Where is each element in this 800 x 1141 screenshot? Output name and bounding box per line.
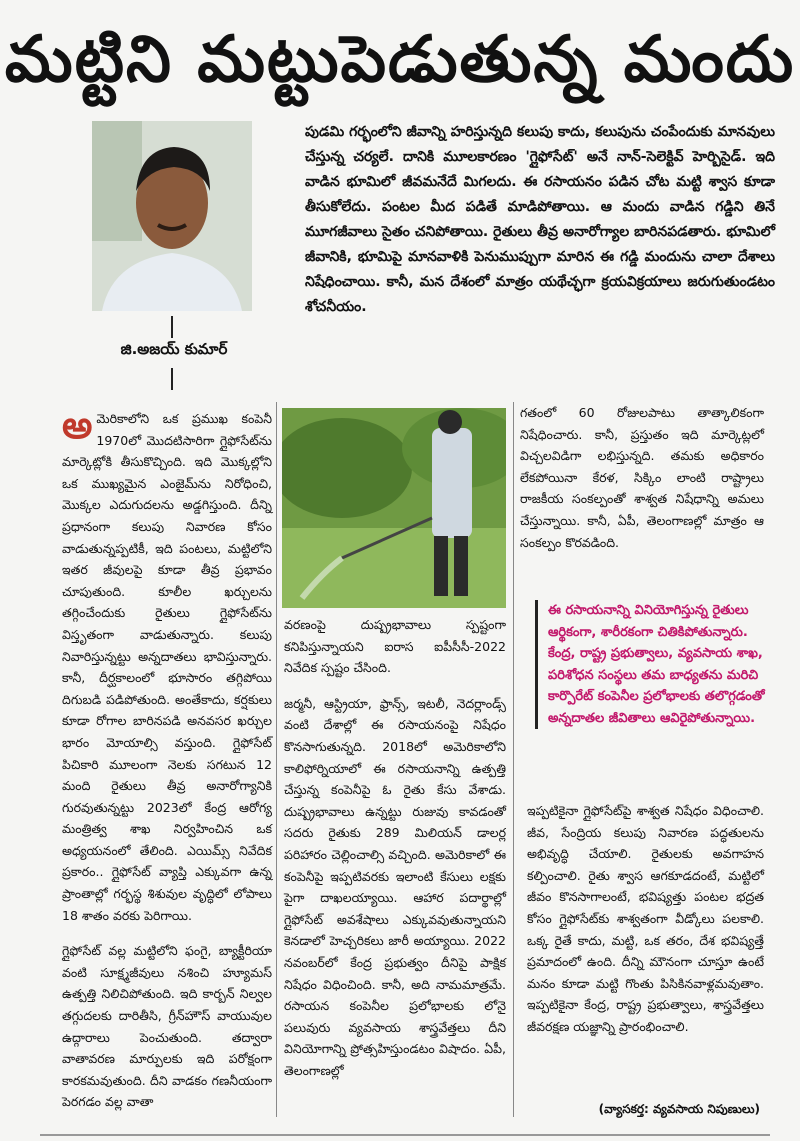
column-4-paragraph-1: ఇప్పటికైనా గ్లైఫోసేట్‌పై శాశ్వత నిషేధం విధించాలి. జీవ, సేంద్రియ కలుపు నివారణ పద్ధతులను అభివృద్ధి చేయాలి. రైతులకు అవగాహన కల్పించాలి. రైతు శ్వాస ఆగకూడదంటే, మట్టిలో జీవం కొనసాగాలంటే, భవిష్యత్తు పంటల భద్రత కోసం గ్లైఫోసేట్‌కు శాశ్వతంగా వీడ్కోలు పలకాలి. ఒక్క రైతే కాదు, మట్టి, ఒక తరం, దేశ భవిష్యత్తే ప్రమాదంలో ఉంది. దీన్ని మౌనంగా చూస్తూ ఉంటే మనం కూడా మట్టి గొంతు పిసికినవాళ్లమవుతాం. ఇప్పటికైనా కేంద్ర, రాష్ట్ర ప్రభుత్వాలు, శాస్త్రవేత్తలు జీవరక్షణ యజ్ఞాన్ని ప్రారంభించాలి. — [527, 803, 764, 1034]
column-divider — [276, 402, 277, 1117]
column-2-paragraph-1: వరణంపై దుష్ప్రభావాలు స్పష్టంగా కనిపిస్తున్నాయని ఐరాస ఐపీసీసీ-2022 నివేదిక స్పష్టం చేసింది. — [284, 617, 506, 676]
article-column-4 — [527, 800, 764, 1052]
column-divider — [513, 402, 514, 1117]
farmer-spraying-photo — [282, 408, 506, 608]
column-3-paragraph-1: గతంలో 60 రోజులపాటు తాత్కాలికంగా నిషేధించారు. కానీ, ప్రస్తుతం ఇది మార్కెట్లలో విచ్చలవిడిగా లభిస్తున్నది. తమకు అధికారం లేకపోయినా కేరళ, సిక్కిం లాంటి రాష్ట్రాలు రాజకీయ సంకల్పంతో శాశ్వత నిషేధాన్ని అమలు చేస్తున్నాయి. కానీ, ఏపీ, తెలంగాణల్లో మాత్రం ఆ సంకల్పం కొరవడింది. — [520, 405, 764, 550]
intro-text: పుడమి గర్భంలోని జీవాన్ని హరిస్తున్నది కలుపు కాదు, కలుపును చంపేందుకు మానవులు చేస్తున్న చర్యలే. దానికి మూలకారణం 'గ్లైఫోసేట్' అనే నాన్-సెలెక్టివ్ హెర్బిసైడ్. ఇది వాడిన భూమిలో జీవమనేదే మిగలదు. ఈ రసాయనం పడిన చోట మట్టి శ్వాస కూడా తీసుకోలేదు. పంటల మీద పడితే మాడిపోతాయి. ఆ మందు వాడిన గడ్డిని తినే మూగజీవాలు సైతం చనిపోతాయి. రైతులు తీవ్ర అనారోగ్యాల బారినపడతారు. భూమిలో జీవానికి, భూమిపై మానవాళికి పెనుముప్పుగా మారిన ఈ గడ్డి మందును చాలా దేశాలు నిషేధించాయి. కానీ, మన దేశంలో మాత్రం యథేచ్ఛగా క్రయవిక్రయాలు జరుగుతుండటం శోచనీయం. — [305, 124, 775, 315]
byline-rule — [171, 368, 173, 390]
pull-quote: ఈ రసాయనాన్ని వినియోగిస్తున్న రైతులు ఆర్థికంగా, శారీరకంగా చితికిపోతున్నారు. కేంద్ర, రాష్ట్ర ప్రభుత్వాలు, వ్యవసాయ శాఖ, పరిశోధన సంస్థలు తమ బాధ్యతను మరిచి కార్పొరేట్ కంపెనీల ప్రలోభాలకు తలొగ్గడంతో అన్నదాతల జీవితాలు ఆవిరైపోతున్నాయి. — [535, 600, 776, 729]
author-photo — [92, 121, 252, 311]
article-column-1 — [62, 403, 272, 1127]
headline: మట్టిని మట్టుపెడుతున్న మందు — [4, 23, 796, 97]
column-1-paragraph-2: గ్లైఫోసేట్ వల్ల మట్టిలోని ఫంగై, బ్యాక్టీరియా వంటి సూక్ష్మజీవులు నశించి హ్యూమస్ ఉత్పత్తి నిలిచిపోతుంది. ఇది కార్బన్ నిల్వల తగ్గుదలకు దారితీసి, గ్రీన్‌హౌస్ వాయువుల ఉద్గారాలు పెంచుతుంది. తద్వారా వాతావరణ మార్పులకు ఇది పరోక్షంగా కారకమవుతుంది. దీని వాడకం గణనీయంగా పెరగడం వల్ల వాతా — [62, 943, 272, 1110]
article-column-2 — [284, 614, 506, 1095]
author-byline: జి.అజయ్ కుమార్ — [120, 340, 228, 358]
bottom-rule — [40, 1134, 770, 1136]
article-column-3 — [520, 402, 764, 567]
intro-paragraph — [305, 120, 775, 320]
byline-rule — [171, 316, 173, 338]
author-credit: (వ్యాసకర్త: వ్యవసాయ నిపుణులు) — [598, 1102, 760, 1116]
column-1-paragraph-1: మెరికాలోని ఒక ప్రముఖ కంపెనీ 1970లో మొదటిసారిగా గ్లైఫోసేట్‌ను మార్కెట్లోకి తీసుకొచ్చింది. ఇది మొక్కల్లోని ఒక ముఖ్యమైన ఎంజైమ్‌ను నిరోధించి, మొక్కల ఎదుగుదలను అడ్డగిస్తుంది. దీన్ని ప్రధానంగా కలుపు నివారణ కోసం వాడుతున్నప్పటికీ, ఇది పంటలు, మట్టిలోని ఇతర జీవులపై కూడా తీవ్ర ప్రభావం చూపుతుంది. కూలీల ఖర్చులను తగ్గించేందుకు రైతులు గ్లైఫోసేట్‌ను విస్తృతంగా వాడుతున్నారు. కలుపు నివారిస్తున్నట్టు అన్నదాతలు భావిస్తున్నారు. కానీ, దీర్ఘకాలంలో భూసారం తగ్గిపోయి దిగుబడి పడిపోతుంది. అంతేకాదు, కర్షకులు కూడా రోగాల బారినపడి అనవసర ఖర్చుల భారం మోయాల్సి వస్తుంది. గ్లైఫోసేట్ పిచికారి మూలంగా నెలకు సగటున 12 మంది రైతులు తీవ్ర అనారోగ్యానికి గురవుతున్నట్టు 2023లో కేంద్ర ఆరోగ్య మంత్రిత్వ శాఖ నిర్వహించిన ఒక అధ్యయనంలో తేలింది. ఎయిమ్స్ నివేదిక ప్రకారం.. గ్లైఫోసేట్ వ్యాప్తి ఎక్కువగా ఉన్న ప్రాంతాల్లో గర్భస్థ శిశువుల వృద్ధిలో లోపాలు 18 శాతం వరకు పెరిగాయి. — [62, 411, 272, 923]
column-2-paragraph-2: జర్మనీ, ఆస్ట్రియా, ఫ్రాన్స్, ఇటలీ, నెదర్లాండ్స్ వంటి దేశాల్లో ఈ రసాయనంపై నిషేధం కొనసాగుతున్నది. 2018లో అమెరికాలోని కాలిఫోర్నియాలో ఈ రసాయనాన్ని ఉత్పత్తి చేస్తున్న కంపెనీపై ఓ రైతు కేసు వేశాడు. దుష్ప్రభావాలు ఉన్నట్టు రుజువు కావడంతో సదరు రైతుకు 289 మిలియన్ డాలర్ల పరిహారం చెల్లించాల్సి వచ్చింది. అమెరికాలో ఈ కంపెనీపై ఇప్పటివరకు ఇలాంటి కేసులు లక్షకు పైగా దాఖలయ్యాయి. ఆహార పదార్థాల్లో గ్లైఫోసేట్ అవశేషాలు ఎక్కువవుతున్నాయని కెనడాలో హెచ్చరికలు జారీ అయ్యాయి. 2022 నవంబర్‌లో కేంద్ర ప్రభుత్వం దీనిపై పాక్షిక నిషేధం విధించింది. కానీ, అది నామమాత్రమే. రసాయన కంపెనీల ప్రలోభాలకు లోనై పలువురు వ్యవసాయ శాస్త్రవేత్తలు దీని వినియోగాన్ని ప్రోత్సహిస్తుండటం విషాదం. ఏపీ, తెలంగాణల్లో — [284, 695, 506, 1078]
drop-cap: అ — [62, 403, 93, 447]
